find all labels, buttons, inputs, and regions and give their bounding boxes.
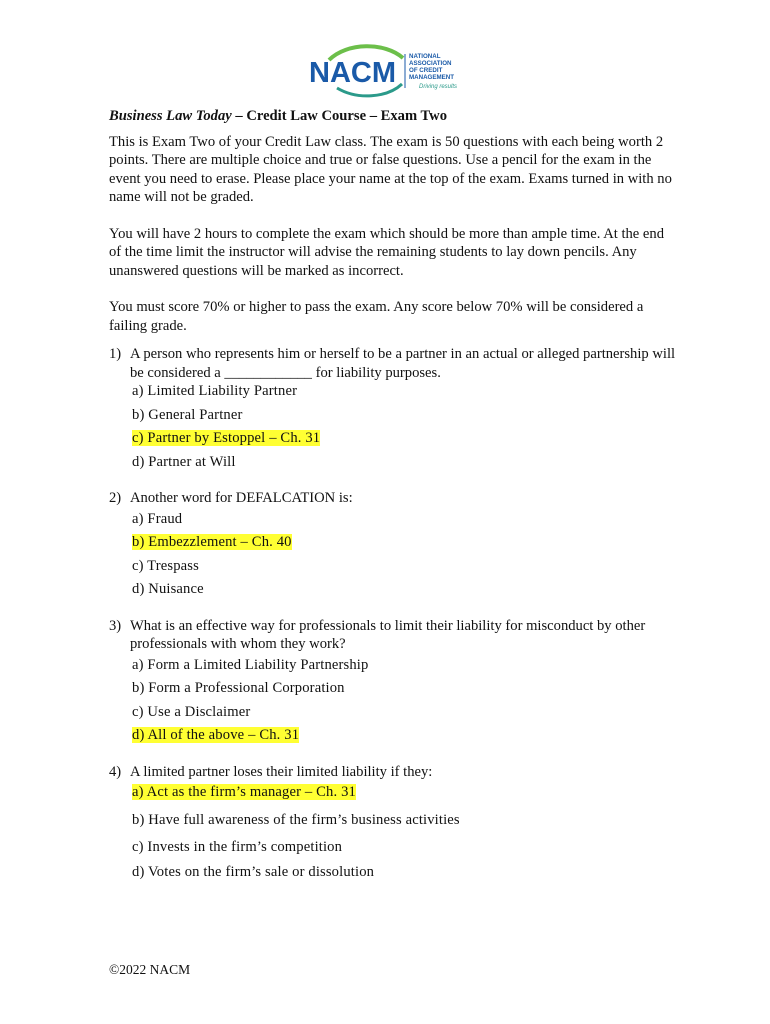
question-number: 3): [109, 617, 122, 634]
exam-document: [109, 107, 679, 881]
option-d: [132, 726, 679, 745]
question-text: What is an effective way for professionals to limit their liability for misconduct by other professionals with whom they work?: [130, 617, 646, 652]
option-b: b) General Partner: [132, 406, 243, 423]
option-a: a) Form a Limited Liability Partnership: [132, 656, 369, 673]
option-c: c) Trespass: [132, 557, 199, 574]
intro-paragraph-2: You will have 2 hours to complete the exam which should be more than ample time. At the end of the time limit the instructor will advise the remaining students to lay down pencils. Any unanswered questions will be marked as incorrect.: [109, 225, 664, 279]
intro-paragraph-3: You must score 70% or higher to pass the exam. Any score below 70% will be considered a failing grade.: [109, 299, 644, 334]
option-b: [132, 533, 679, 552]
answer-highlight: b) Embezzlement – Ch. 40: [132, 534, 292, 550]
option-a: a) Limited Liability Partner: [132, 383, 298, 399]
exam-title: [109, 107, 679, 126]
option-b: b) Form a Professional Corporation: [132, 680, 345, 696]
option-b: b) Have full awareness of the firm’s business activities: [132, 811, 460, 828]
question-number: 2): [109, 490, 122, 506]
nacm-logo: [307, 44, 477, 100]
logo-line-3: OF CREDIT: [409, 67, 443, 74]
logo-tagline: Driving results: [419, 84, 458, 90]
question-number: 4): [109, 763, 122, 780]
logo-line-2: ASSOCIATION: [409, 60, 452, 67]
question-text: Another word for DEFALCATION is:: [130, 490, 353, 506]
option-d: d) Partner at Will: [132, 453, 236, 470]
option-c: c) Use a Disclaimer: [132, 703, 251, 720]
question-2: [109, 489, 679, 599]
question-number: 1): [109, 346, 122, 362]
option-c: c) Invests in the firm’s competition: [132, 839, 343, 855]
logo-line-4: MANAGEMENT: [409, 74, 455, 81]
option-a: [132, 783, 679, 802]
title-rest: – Credit Law Course – Exam Two: [231, 108, 447, 124]
title-italic: Business Law Today: [109, 108, 232, 124]
option-d: d) Votes on the firm’s sale or dissolution: [132, 863, 375, 880]
logo-line-1: NATIONAL: [409, 53, 441, 60]
option-d: d) Nuisance: [132, 581, 204, 597]
answer-highlight: a) Act as the firm’s manager – Ch. 31: [132, 784, 356, 800]
footer-copyright: ©2022 NACM: [109, 962, 191, 977]
question-1: [109, 345, 679, 471]
answer-highlight: d) All of the above – Ch. 31: [132, 727, 300, 743]
question-4: [109, 763, 679, 882]
question-text: A limited partner loses their limited liability if they:: [130, 763, 433, 780]
option-a: a) Fraud: [132, 510, 183, 527]
question-3: [109, 617, 679, 745]
question-text: A person who represents him or herself to be a partner in an actual or alleged partnership will be considered a ____________ for liability purposes.: [130, 346, 676, 381]
option-c: [132, 429, 679, 448]
logo-wordmark: NACM: [309, 57, 396, 89]
intro-paragraph-1: This is Exam Two of your Credit Law class. The exam is 50 questions with each being worth 2 points. There are multiple choice and true or false questions. Use a pencil for the exam in the event you need to erase. Please place your name at the top of the exam. Exams turned in with no name will not be graded.: [109, 133, 672, 205]
answer-highlight: c) Partner by Estoppel – Ch. 31: [132, 430, 321, 446]
